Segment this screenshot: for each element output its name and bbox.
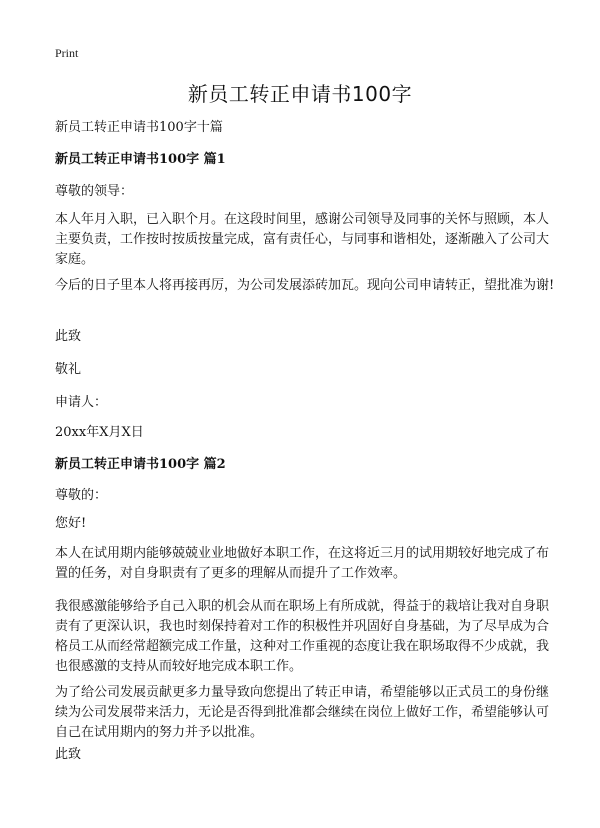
paragraph-2-1: 本人在试用期内能够兢兢业业地做好本职工作，在这将近三月的试用期较好地完成了布置的任务，对自身职责有了更多的理解从而提升了工作效率。 (55, 546, 550, 581)
regards-1: 敬礼 (55, 362, 82, 377)
section-heading-1: 新员工转正申请书100字 篇1 (55, 152, 226, 167)
paragraph-2-2: 我很感激能够给予自己入职的机会从而在职场上有所成就，得益于的栽培让我对自身职责有了更深认识，我也时刻保持着对工作的积极性并巩固好自身基础，为了尽早成为合格员工从而经常超额完成工作量，这种对工作重视的态度让我在职场取得不少成就，我也很感激的支持从而较好地完成本职工作。 (55, 599, 550, 674)
section-heading-2: 新员工转正申请书100字 篇2 (55, 457, 226, 472)
applicant-label-1: 申请人： (55, 395, 108, 410)
document-title: 新员工转正申请书100字 (187, 82, 413, 106)
paragraph-2-3: 为了给公司发展贡献更多力量导致向您提出了转正申请，希望能够以正式员工的身份继续为公司发展带来活力，无论是否得到批准都会继续在岗位上做好工作，希望能够认可自己在试用期内的努力并予以批准。 (55, 685, 550, 740)
document-subtitle: 新员工转正申请书100字十篇 (55, 120, 223, 135)
paragraph-1-1: 本人年月入职，已入职个月。在这段时间里，感谢公司领导及同事的关怀与照顾，本人主要负责，工作按时按质按量完成，富有责任心，与同事和谐相处，逐渐融入了公司大家庭。 (55, 212, 550, 267)
date-1: 20xx年X月X日 (55, 425, 144, 440)
paragraph-1-2: 今后的日子里本人将再接再厉，为公司发展添砖加瓦。现向公司申请转正，望批准为谢! (55, 278, 555, 293)
print-label[interactable]: Print (55, 46, 79, 60)
greeting-1: 尊敬的领导： (55, 184, 134, 199)
closing-1: 此致 (55, 329, 82, 344)
greeting-2: 尊敬的： (55, 488, 108, 503)
closing-2: 此致 (55, 747, 82, 762)
hello-2: 您好! (55, 516, 87, 531)
